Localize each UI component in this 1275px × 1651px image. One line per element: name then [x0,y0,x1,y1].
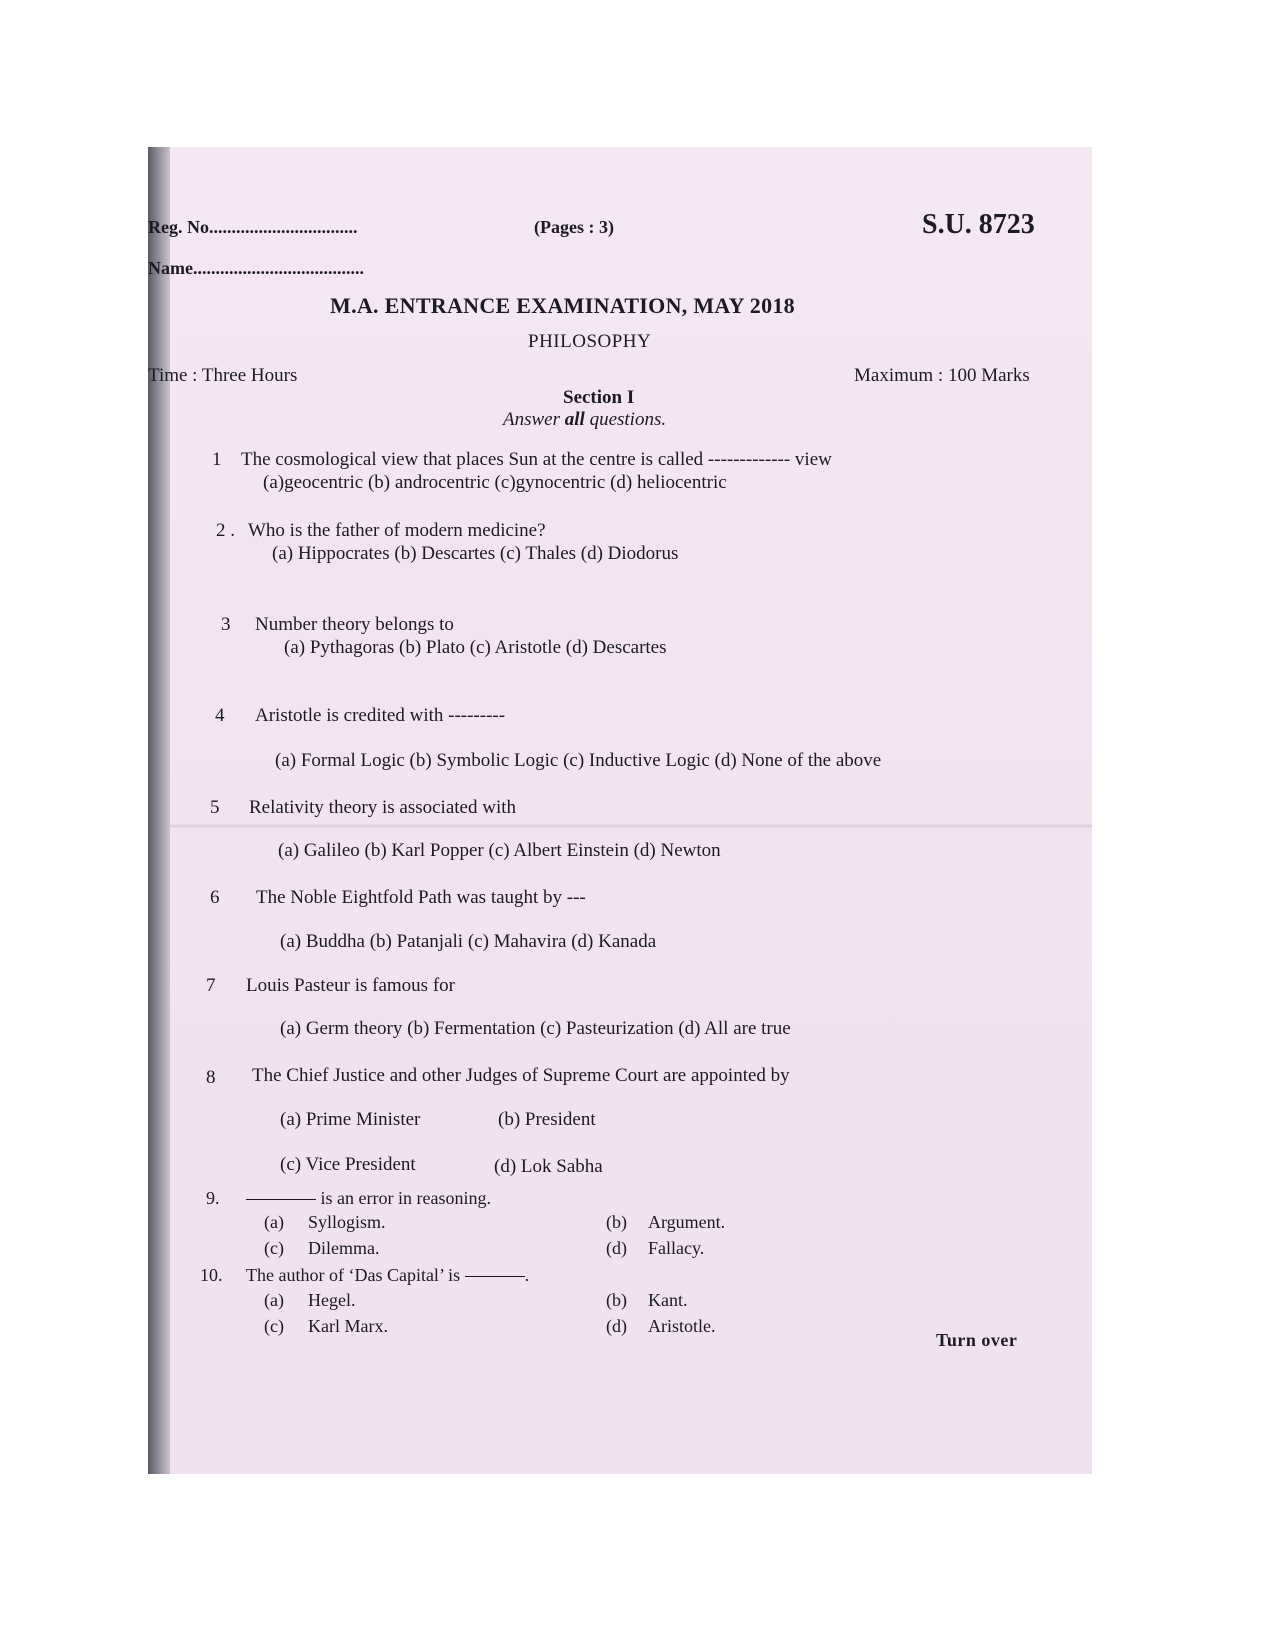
question-text-line [246,1187,491,1209]
question-number: 3 [221,614,231,635]
answer-blank [465,1276,525,1277]
option-label: (b) [606,1212,627,1232]
option-text: Aristotle. [648,1316,716,1336]
option-text: Kant. [648,1290,688,1310]
option-text: Argument. [648,1212,726,1232]
reg-no-line: Reg. No................................. [148,217,358,237]
option-text: Karl Marx. [308,1316,388,1336]
option-text: Hegel. [308,1290,356,1310]
question-text-line [246,1264,529,1286]
question-text: is an error in reasoning. [320,1188,491,1208]
instruction-bold: all [564,409,585,430]
option-label: (c) [264,1316,284,1336]
question-text: Number theory belongs to [255,614,454,635]
question-options: (a) Formal Logic (b) Symbolic Logic (c) Inductive Logic (d) None of the above [275,750,882,771]
question-text: Aristotle is credited with --------- [255,705,506,726]
option-label: (a) [264,1212,284,1232]
subject-title: PHILOSOPHY [528,331,652,352]
question-option-a: (a) Prime Minister [280,1109,421,1130]
question-options: (a) Buddha (b) Patanjali (c) Mahavira (d) Kanada [280,931,657,952]
option-text: Fallacy. [648,1238,705,1258]
question-number: 6 [210,887,220,908]
question-number: 9. [206,1188,220,1208]
option-text: Syllogism. [308,1212,386,1232]
instruction-line [503,409,666,431]
answer-blank [246,1199,316,1200]
binding-shadow [148,147,170,1474]
exam-paper-page [148,147,1092,1474]
option-text: Dilemma. [308,1238,380,1258]
question-number: 1 [212,449,222,470]
instruction-pre: Answer [503,409,565,430]
question-option-d: (d) Lok Sabha [494,1156,603,1177]
option-label: (d) [606,1238,627,1258]
question-options: (a)geocentric (b) androcentric (c)gynocentric (d) heliocentric [263,472,727,493]
question-number: 7 [206,975,216,996]
option-label: (c) [264,1238,284,1258]
section-heading: Section I [563,387,635,408]
question-text: The Chief Justice and other Judges of Supreme Court are appointed by [252,1065,790,1086]
question-option-b: (b) President [498,1109,596,1130]
question-number: 8 [206,1067,216,1088]
question-number: 4 [215,705,225,726]
page-fold-line [170,823,1092,829]
question-number: 10. [200,1265,223,1285]
option-label: (a) [264,1290,284,1310]
question-option-c: (c) Vice President [280,1154,416,1175]
question-text: The Noble Eightfold Path was taught by --- [256,887,586,908]
question-text: Louis Pasteur is famous for [246,975,455,996]
question-text: Who is the father of modern medicine? [248,520,546,541]
question-options: (a) Hippocrates (b) Descartes (c) Thales (d) Diodorus [272,543,679,564]
question-options: (a) Galileo (b) Karl Popper (c) Albert Einstein (d) Newton [278,840,721,861]
exam-title: M.A. ENTRANCE EXAMINATION, MAY 2018 [330,293,795,318]
name-line: Name...................................... [148,258,364,278]
question-options: (a) Germ theory (b) Fermentation (c) Pasteurization (d) All are true [280,1018,791,1039]
option-label: (b) [606,1290,627,1310]
question-text: The author of ‘Das Capital’ is [246,1265,461,1285]
question-options: (a) Pythagoras (b) Plato (c) Aristotle (d) Descartes [284,637,667,658]
turn-over-note: Turn over [936,1330,1018,1350]
pages-count: (Pages : 3) [534,217,614,237]
instruction-post: questions. [584,409,667,430]
time-allowed: Time : Three Hours [148,365,298,386]
option-label: (d) [606,1316,627,1336]
question-text: Relativity theory is associated with [249,797,517,818]
maximum-marks: Maximum : 100 Marks [854,365,1030,386]
question-number: 5 [210,797,220,818]
question-text-end: . [524,1265,530,1285]
paper-code: S.U. 8723 [922,209,1035,240]
question-number: 2 . [216,520,235,541]
question-text: The cosmological view that places Sun at the centre is called ------------- view [241,449,832,470]
